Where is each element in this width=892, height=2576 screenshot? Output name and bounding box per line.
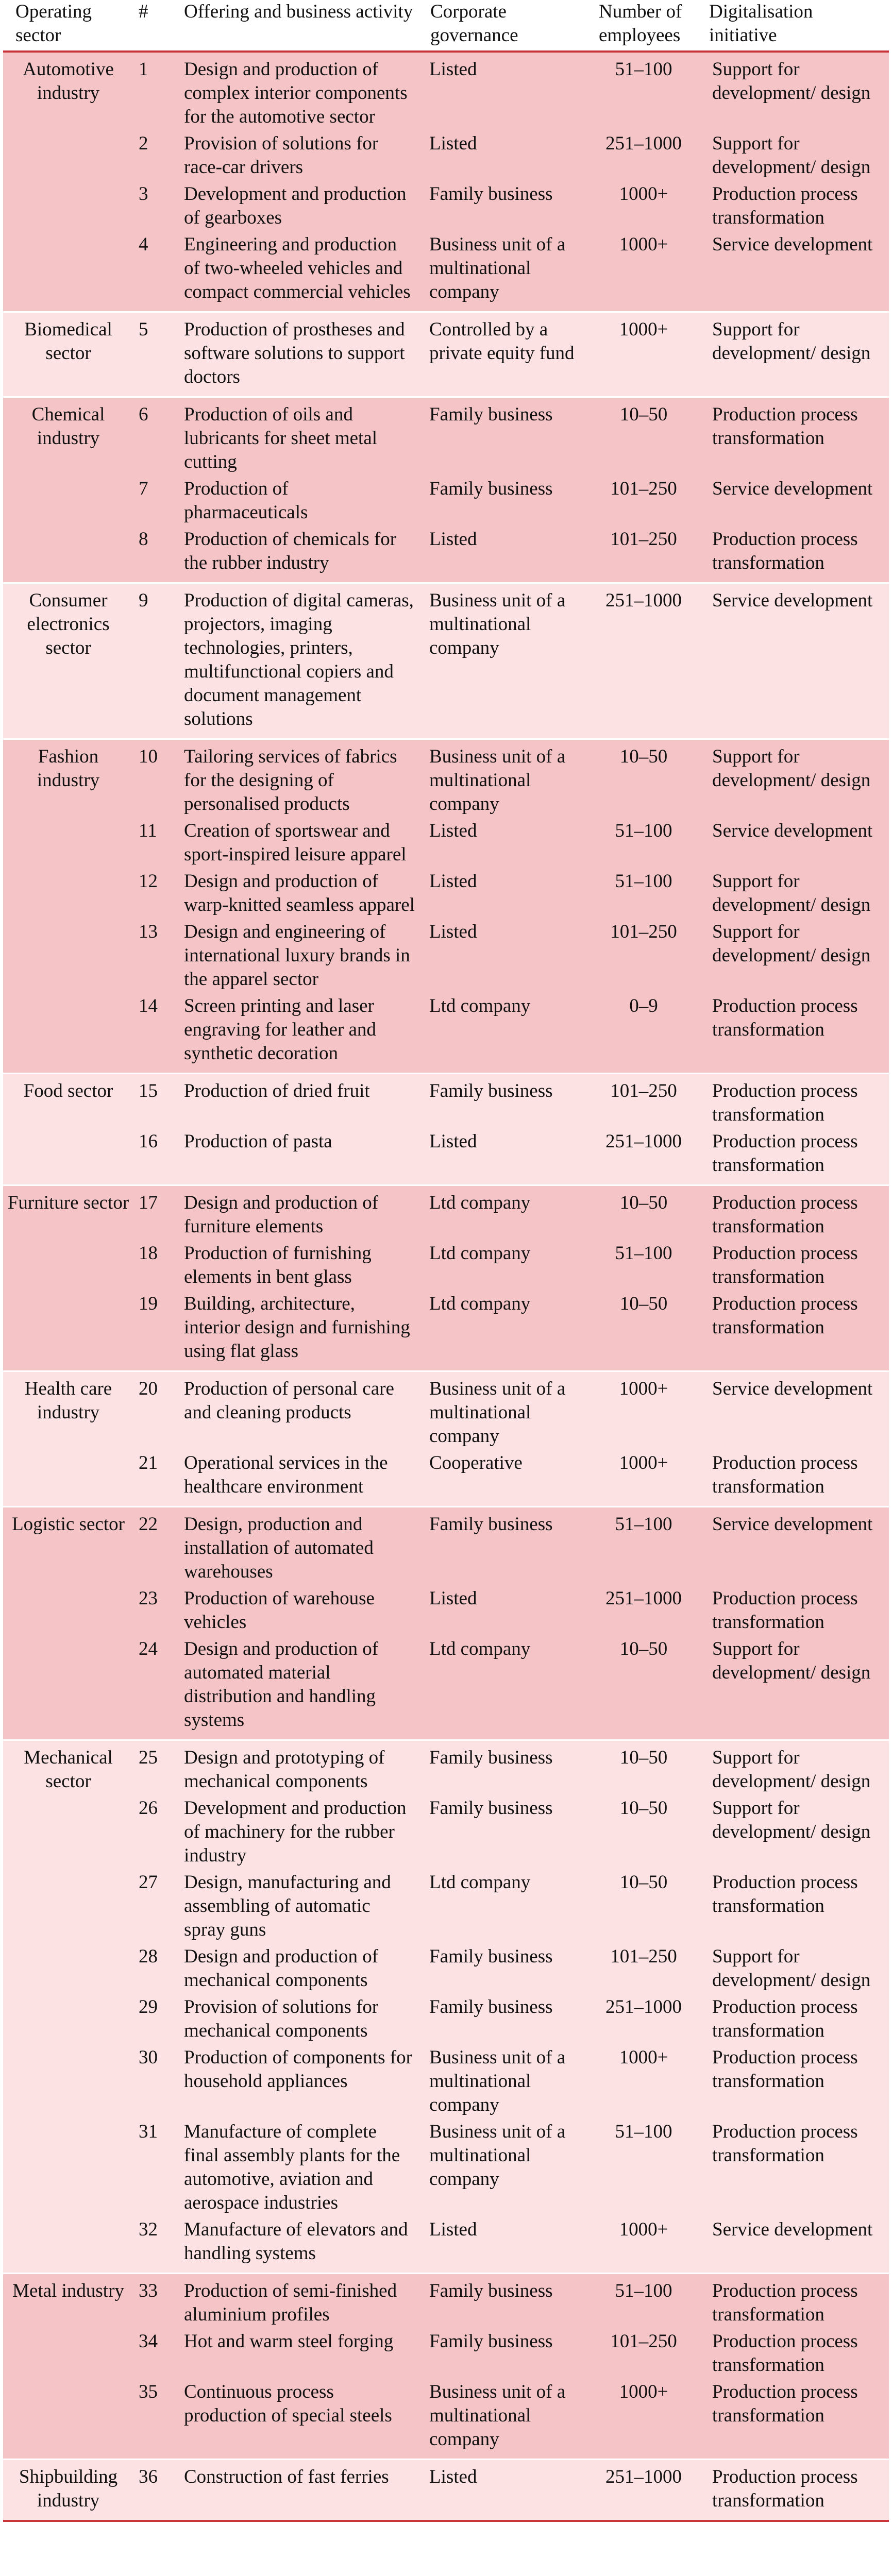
table-row [3, 2274, 889, 2327]
row-number-cell: 19 [133, 1289, 174, 1371]
offering-cell: Design and production of automated material distribution and handling systems [174, 1634, 420, 1740]
governance-cell: Family business [420, 2274, 588, 2327]
operating-sector-cell: Mechanical sector [3, 1740, 133, 2274]
header-row [3, 0, 889, 52]
employees-cell: 1000+ [588, 312, 699, 397]
row-number-cell: 1 [133, 52, 174, 129]
employees-cell: 51–100 [588, 816, 699, 867]
offering-cell: Production of furnishing elements in bent glass [174, 1239, 420, 1289]
offering-cell: Design and prototyping of mechanical components [174, 1740, 420, 1794]
offering-cell: Design and engineering of international luxury brands in the apparel sector [174, 917, 420, 991]
governance-cell: Family business [420, 1507, 588, 1584]
digitalisation-cell: Service development [699, 2215, 889, 2274]
operating-sector-cell: Health care industry [3, 1371, 133, 1507]
table-row [3, 2043, 889, 2117]
row-number-cell: 22 [133, 1507, 174, 1584]
governance-cell: Ltd company [420, 1289, 588, 1371]
governance-cell: Listed [420, 129, 588, 179]
table-row [3, 397, 889, 474]
row-number-cell: 5 [133, 312, 174, 397]
table-row [3, 1584, 889, 1634]
operating-sector-cell: Consumer electronics sector [3, 583, 133, 739]
digitalisation-cell: Support for development/ design [699, 1793, 889, 1868]
governance-cell: Listed [420, 867, 588, 917]
row-number-cell: 23 [133, 1584, 174, 1634]
digitalisation-cell: Support for development/ design [699, 129, 889, 179]
row-number-cell: 13 [133, 917, 174, 991]
digitalisation-cell: Service development [699, 230, 889, 312]
table-row [3, 52, 889, 129]
row-number-cell: 33 [133, 2274, 174, 2327]
table-row [3, 2215, 889, 2274]
offering-cell: Design and production of furniture elements [174, 1185, 420, 1239]
header-governance: Corporate governance [420, 0, 588, 52]
row-number-cell: 12 [133, 867, 174, 917]
row-number-cell: 6 [133, 397, 174, 474]
offering-cell: Production of personal care and cleaning products [174, 1371, 420, 1449]
table-row [3, 1868, 889, 1942]
offering-cell: Design, manufacturing and assembling of automatic spray guns [174, 1868, 420, 1942]
digitalisation-cell: Production process transformation [699, 1289, 889, 1371]
governance-cell: Ltd company [420, 1868, 588, 1942]
table-row [3, 179, 889, 230]
employees-cell: 51–100 [588, 1507, 699, 1584]
digitalisation-cell: Production process transformation [699, 1239, 889, 1289]
table-row [3, 917, 889, 991]
employees-cell: 10–50 [588, 397, 699, 474]
employees-cell: 10–50 [588, 1793, 699, 1868]
offering-cell: Production of semi-finished aluminium profiles [174, 2274, 420, 2327]
row-number-cell: 30 [133, 2043, 174, 2117]
table-row [3, 230, 889, 312]
row-number-cell: 2 [133, 129, 174, 179]
header-offering: Offering and business activity [174, 0, 420, 52]
offering-cell: Provision of solutions for mechanical components [174, 1992, 420, 2043]
employees-cell: 101–250 [588, 2327, 699, 2377]
digitalisation-cell: Support for development/ design [699, 1740, 889, 1794]
digitalisation-cell: Service development [699, 816, 889, 867]
row-number-cell: 31 [133, 2117, 174, 2215]
offering-cell: Manufacture of complete final assembly plants for the automotive, aviation and aerospace industries [174, 2117, 420, 2215]
employees-cell: 101–250 [588, 524, 699, 583]
operating-sector-cell: Automotive industry [3, 52, 133, 312]
bottom-rule [3, 2521, 889, 2522]
offering-cell: Development and production of machinery for the rubber industry [174, 1793, 420, 1868]
table-row [3, 2327, 889, 2377]
table-row [3, 816, 889, 867]
governance-cell: Business unit of a multinational company [420, 739, 588, 817]
employees-cell: 251–1000 [588, 1992, 699, 2043]
employees-cell: 101–250 [588, 917, 699, 991]
digitalisation-cell: Production process transformation [699, 1584, 889, 1634]
employees-cell: 10–50 [588, 1868, 699, 1942]
table-row [3, 524, 889, 583]
row-number-cell: 26 [133, 1793, 174, 1868]
offering-cell: Development and production of gearboxes [174, 179, 420, 230]
row-number-cell: 24 [133, 1634, 174, 1740]
row-number-cell: 11 [133, 816, 174, 867]
governance-cell: Family business [420, 474, 588, 524]
table-row [3, 1448, 889, 1507]
row-number-cell: 18 [133, 1239, 174, 1289]
employees-cell: 1000+ [588, 1371, 699, 1449]
offering-cell: Screen printing and laser engraving for leather and synthetic decoration [174, 991, 420, 1074]
governance-cell: Family business [420, 179, 588, 230]
governance-cell: Ltd company [420, 1185, 588, 1239]
digitalisation-cell: Production process transformation [699, 2460, 889, 2521]
governance-cell: Listed [420, 1584, 588, 1634]
digitalisation-cell: Service development [699, 474, 889, 524]
digitalisation-cell: Production process transformation [699, 1127, 889, 1185]
header-operating-sector: Operating sector [3, 0, 133, 52]
employees-cell: 51–100 [588, 2274, 699, 2327]
governance-cell: Listed [420, 2215, 588, 2274]
digitalisation-cell: Production process transformation [699, 2327, 889, 2377]
employees-cell: 101–250 [588, 1942, 699, 1992]
row-number-cell: 34 [133, 2327, 174, 2377]
table-row [3, 1942, 889, 1992]
row-number-cell: 36 [133, 2460, 174, 2521]
digitalisation-cell: Production process transformation [699, 1074, 889, 1127]
table-row [3, 2377, 889, 2460]
governance-cell: Business unit of a multinational company [420, 2043, 588, 2117]
row-number-cell: 35 [133, 2377, 174, 2460]
employees-cell: 251–1000 [588, 1127, 699, 1185]
table-footer-rule [3, 2521, 889, 2522]
row-number-cell: 25 [133, 1740, 174, 1794]
employees-cell: 1000+ [588, 230, 699, 312]
governance-cell: Business unit of a multinational company [420, 1371, 588, 1449]
offering-cell: Creation of sportswear and sport-inspired leisure apparel [174, 816, 420, 867]
table-row [3, 1185, 889, 1239]
offering-cell: Engineering and production of two-wheeled vehicles and compact commercial vehicles [174, 230, 420, 312]
governance-cell: Listed [420, 2460, 588, 2521]
digitalisation-cell: Production process transformation [699, 2274, 889, 2327]
employees-cell: 10–50 [588, 1185, 699, 1239]
governance-cell: Cooperative [420, 1448, 588, 1507]
governance-cell: Family business [420, 2327, 588, 2377]
governance-cell: Listed [420, 52, 588, 129]
employees-cell: 1000+ [588, 2215, 699, 2274]
digitalisation-cell: Service development [699, 583, 889, 739]
governance-cell: Business unit of a multinational company [420, 583, 588, 739]
employees-cell: 51–100 [588, 2117, 699, 2215]
offering-cell: Production of digital cameras, projectors, imaging technologies, printers, multifunctional copiers and document management solutions [174, 583, 420, 739]
offering-cell: Continuous process production of special steels [174, 2377, 420, 2460]
employees-cell: 10–50 [588, 1289, 699, 1371]
table-row [3, 991, 889, 1074]
governance-cell: Family business [420, 1740, 588, 1794]
header-employees: Number of employees [588, 0, 699, 52]
table-row [3, 2117, 889, 2215]
offering-cell: Construction of fast ferries [174, 2460, 420, 2521]
header-digitalisation: Digitalisation initiative [699, 0, 889, 52]
company-table [3, 0, 889, 2522]
row-number-cell: 32 [133, 2215, 174, 2274]
table-row [3, 1740, 889, 1794]
row-number-cell: 14 [133, 991, 174, 1074]
digitalisation-cell: Production process transformation [699, 2117, 889, 2215]
offering-cell: Production of pharmaceuticals [174, 474, 420, 524]
offering-cell: Production of pasta [174, 1127, 420, 1185]
governance-cell: Family business [420, 397, 588, 474]
operating-sector-cell: Food sector [3, 1074, 133, 1185]
governance-cell: Listed [420, 1127, 588, 1185]
digitalisation-cell: Production process transformation [699, 1992, 889, 2043]
employees-cell: 51–100 [588, 52, 699, 129]
digitalisation-cell: Support for development/ design [699, 917, 889, 991]
row-number-cell: 20 [133, 1371, 174, 1449]
employees-cell: 251–1000 [588, 583, 699, 739]
governance-cell: Business unit of a multinational company [420, 2117, 588, 2215]
row-number-cell: 7 [133, 474, 174, 524]
governance-cell: Business unit of a multinational company [420, 230, 588, 312]
offering-cell: Design, production and installation of automated warehouses [174, 1507, 420, 1584]
offering-cell: Production of chemicals for the rubber industry [174, 524, 420, 583]
table-row [3, 1127, 889, 1185]
offering-cell: Production of oils and lubricants for sheet metal cutting [174, 397, 420, 474]
digitalisation-cell: Production process transformation [699, 2377, 889, 2460]
offering-cell: Design and production of mechanical components [174, 1942, 420, 1992]
operating-sector-cell: Furniture sector [3, 1185, 133, 1371]
offering-cell: Design and production of complex interior components for the automotive sector [174, 52, 420, 129]
table-body [3, 52, 889, 2521]
row-number-cell: 27 [133, 1868, 174, 1942]
row-number-cell: 29 [133, 1992, 174, 2043]
digitalisation-cell: Support for development/ design [699, 312, 889, 397]
operating-sector-cell: Logistic sector [3, 1507, 133, 1740]
employees-cell: 51–100 [588, 1239, 699, 1289]
row-number-cell: 21 [133, 1448, 174, 1507]
digitalisation-cell: Production process transformation [699, 2043, 889, 2117]
employees-cell: 251–1000 [588, 1584, 699, 1634]
table-row [3, 1793, 889, 1868]
employees-cell: 1000+ [588, 179, 699, 230]
table-row [3, 1289, 889, 1371]
table-row [3, 2460, 889, 2521]
governance-cell: Controlled by a private equity fund [420, 312, 588, 397]
digitalisation-cell: Service development [699, 1371, 889, 1449]
operating-sector-cell: Biomedical sector [3, 312, 133, 397]
table-row [3, 1507, 889, 1584]
row-number-cell: 10 [133, 739, 174, 817]
row-number-cell: 3 [133, 179, 174, 230]
operating-sector-cell: Shipbuilding industry [3, 2460, 133, 2521]
employees-cell: 1000+ [588, 1448, 699, 1507]
governance-cell: Ltd company [420, 991, 588, 1074]
operating-sector-cell: Fashion industry [3, 739, 133, 1074]
offering-cell: Building, architecture, interior design and furnishing using flat glass [174, 1289, 420, 1371]
digitalisation-cell: Production process transformation [699, 179, 889, 230]
digitalisation-cell: Production process transformation [699, 991, 889, 1074]
employees-cell: 51–100 [588, 867, 699, 917]
row-number-cell: 9 [133, 583, 174, 739]
row-number-cell: 8 [133, 524, 174, 583]
row-number-cell: 17 [133, 1185, 174, 1239]
table-row [3, 583, 889, 739]
offering-cell: Production of components for household appliances [174, 2043, 420, 2117]
offering-cell: Production of dried fruit [174, 1074, 420, 1127]
employees-cell: 1000+ [588, 2377, 699, 2460]
header-number: # [133, 0, 174, 52]
digitalisation-cell: Support for development/ design [699, 739, 889, 817]
offering-cell: Manufacture of elevators and handling systems [174, 2215, 420, 2274]
offering-cell: Operational services in the healthcare environment [174, 1448, 420, 1507]
governance-cell: Family business [420, 1992, 588, 2043]
employees-cell: 0–9 [588, 991, 699, 1074]
row-number-cell: 28 [133, 1942, 174, 1992]
digitalisation-cell: Production process transformation [699, 524, 889, 583]
table-row [3, 1239, 889, 1289]
row-number-cell: 16 [133, 1127, 174, 1185]
table-row [3, 312, 889, 397]
offering-cell: Design and production of warp-knitted seamless apparel [174, 867, 420, 917]
governance-cell: Listed [420, 524, 588, 583]
table-row [3, 129, 889, 179]
governance-cell: Family business [420, 1942, 588, 1992]
row-number-cell: 4 [133, 230, 174, 312]
employees-cell: 10–50 [588, 739, 699, 817]
governance-cell: Listed [420, 917, 588, 991]
employees-cell: 101–250 [588, 1074, 699, 1127]
table-row [3, 474, 889, 524]
digitalisation-cell: Production process transformation [699, 1185, 889, 1239]
table-row [3, 1371, 889, 1449]
offering-cell: Provision of solutions for race-car drivers [174, 129, 420, 179]
employees-cell: 10–50 [588, 1634, 699, 1740]
governance-cell: Ltd company [420, 1634, 588, 1740]
employees-cell: 251–1000 [588, 129, 699, 179]
table-row [3, 867, 889, 917]
governance-cell: Listed [420, 816, 588, 867]
operating-sector-cell: Chemical industry [3, 397, 133, 583]
governance-cell: Family business [420, 1793, 588, 1868]
digitalisation-cell: Support for development/ design [699, 867, 889, 917]
row-number-cell: 15 [133, 1074, 174, 1127]
digitalisation-cell: Support for development/ design [699, 52, 889, 129]
table-row [3, 1992, 889, 2043]
digitalisation-cell: Service development [699, 1507, 889, 1584]
employees-cell: 1000+ [588, 2043, 699, 2117]
digitalisation-cell: Production process transformation [699, 1448, 889, 1507]
table-header [3, 0, 889, 52]
offering-cell: Production of prostheses and software solutions to support doctors [174, 312, 420, 397]
table-row [3, 1634, 889, 1740]
operating-sector-cell: Metal industry [3, 2274, 133, 2460]
digitalisation-cell: Production process transformation [699, 1868, 889, 1942]
employees-cell: 251–1000 [588, 2460, 699, 2521]
digitalisation-cell: Support for development/ design [699, 1942, 889, 1992]
employees-cell: 101–250 [588, 474, 699, 524]
table-row [3, 739, 889, 817]
table-row [3, 1074, 889, 1127]
governance-cell: Business unit of a multinational company [420, 2377, 588, 2460]
offering-cell: Tailoring services of fabrics for the designing of personalised products [174, 739, 420, 817]
digitalisation-cell: Support for development/ design [699, 1634, 889, 1740]
governance-cell: Ltd company [420, 1239, 588, 1289]
offering-cell: Hot and warm steel forging [174, 2327, 420, 2377]
governance-cell: Family business [420, 1074, 588, 1127]
digitalisation-cell: Production process transformation [699, 397, 889, 474]
offering-cell: Production of warehouse vehicles [174, 1584, 420, 1634]
employees-cell: 10–50 [588, 1740, 699, 1794]
